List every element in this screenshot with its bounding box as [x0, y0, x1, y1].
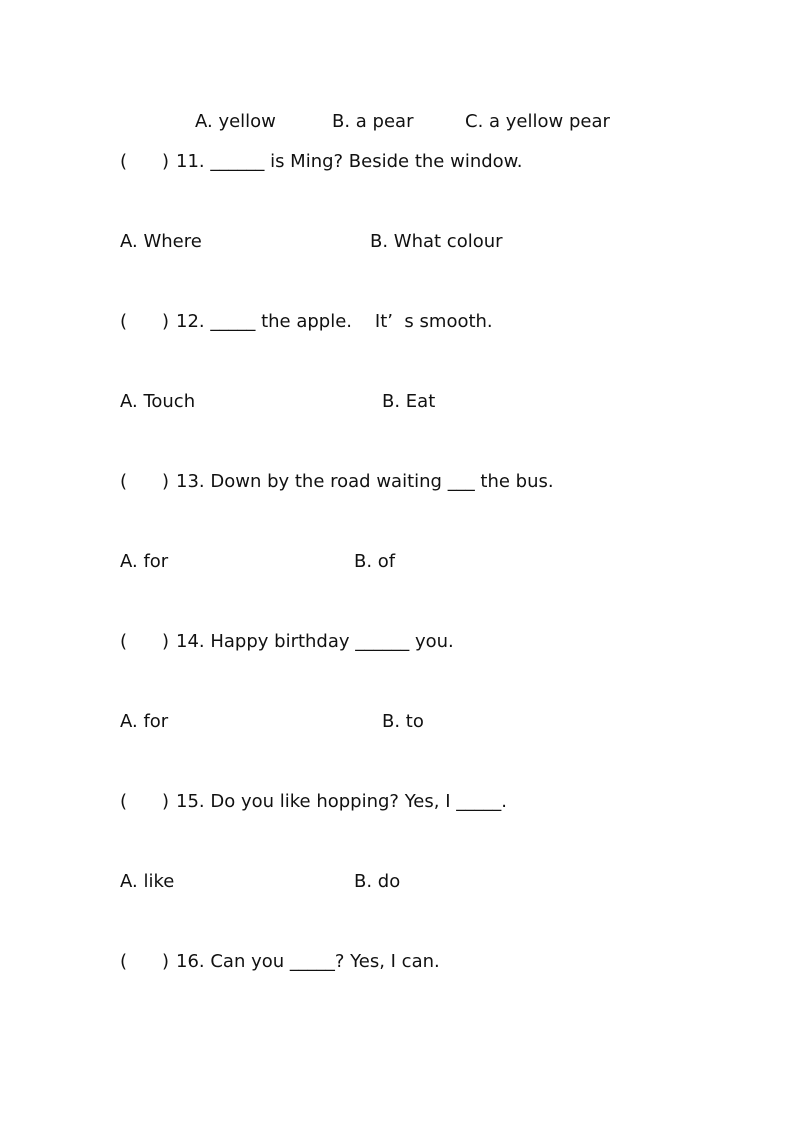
q14-text: 14. Happy birthday ______ you.: [176, 631, 454, 652]
q10-option-c: C. a yellow pear: [465, 111, 610, 132]
q16-paren-close: ): [162, 951, 170, 972]
q11-paren-open: (: [120, 151, 128, 172]
q12-paren-open: (: [120, 311, 128, 332]
q11-option-a: A. Where: [120, 231, 202, 252]
q11-text: 11. ______ is Ming? Beside the window.: [176, 151, 523, 172]
q16-paren-open: (: [120, 951, 128, 972]
q14-paren-close: ): [162, 631, 170, 652]
q14-paren-open: (: [120, 631, 128, 652]
q11-paren-close: ): [162, 151, 170, 172]
q10-option-a: A. yellow: [195, 111, 276, 132]
q11-option-b: B. What colour: [370, 231, 503, 252]
q15-paren-close: ): [162, 791, 170, 812]
q16-text: 16. Can you _____? Yes, I can.: [176, 951, 440, 972]
q14-option-b: B. to: [382, 711, 424, 732]
q10-option-b: B. a pear: [332, 111, 414, 132]
q12-option-a: A. Touch: [120, 391, 196, 412]
q13-paren-close: ): [162, 471, 170, 492]
q13-option-a: A. for: [120, 551, 169, 572]
q13-text: 13. Down by the road waiting ___ the bus.: [176, 471, 554, 492]
q12-option-b: B. Eat: [382, 391, 436, 412]
q15-paren-open: (: [120, 791, 128, 812]
q15-text: 15. Do you like hopping? Yes, I _____.: [176, 791, 507, 812]
q13-paren-open: (: [120, 471, 128, 492]
q12-text: 12. _____ the apple. It’ s smooth.: [176, 311, 493, 332]
q15-option-a: A. like: [120, 871, 175, 892]
q13-option-b: B. of: [354, 551, 396, 572]
q14-option-a: A. for: [120, 711, 169, 732]
q12-paren-close: ): [162, 311, 170, 332]
q15-option-b: B. do: [354, 871, 401, 892]
